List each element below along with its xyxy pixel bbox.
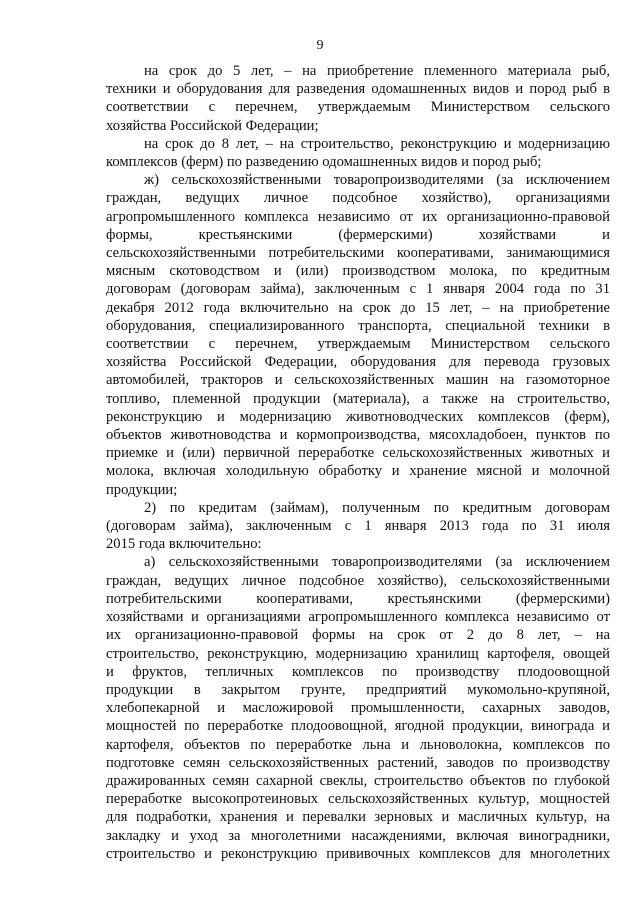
- text-line: для подработки, хранения и перевалки зерновых и масличных культур, на: [106, 809, 610, 826]
- text-line: мощностей по переработке плодоовощной, ягодной продукции, винограда и: [106, 718, 610, 735]
- text-line: их организационно-правовой формы на срок от 2 до 8 лет, – на: [106, 627, 610, 644]
- text-line: и фруктов, тепличных комплексов по производству плодоовощной: [106, 663, 610, 680]
- paragraph-item-2: [106, 499, 610, 554]
- text-line: формы, крестьянскими (фермерскими) хозяйствами и: [106, 226, 610, 243]
- text-line: потребительскими кооперативами, крестьянскими (фермерскими): [106, 590, 610, 607]
- text-line: молока, включая холодильную обработку и хранение мясной и молочной: [106, 463, 610, 480]
- text-line: подготовке семян сельскохозяйственных растений, заводов по производству: [106, 754, 610, 771]
- paragraph-fish-8-years: [106, 135, 610, 171]
- document-body: [106, 62, 610, 863]
- text-line: строительство и реконструкцию прививочных комплексов для многолетних: [106, 845, 610, 862]
- text-line: хозяйства Российской Федерации, оборудования для перевода грузовых: [106, 354, 610, 371]
- paragraph-item-a: [106, 553, 610, 862]
- text-line: переработке высокопротеиновых сельскохозяйственных культур, мощностей: [106, 791, 610, 808]
- text-line: 2015 года включительно:: [106, 536, 262, 553]
- text-line: агропромышленного комплекса независимо от их организационно-правовой: [106, 208, 610, 225]
- text-line: а) сельскохозяйственными товаропроизводителями (за исключением: [144, 554, 610, 571]
- text-line: на срок до 5 лет, – на приобретение племенного материала рыб,: [144, 63, 610, 79]
- text-line: соответствии с перечнем, утверждаемым Министерством сельского: [106, 336, 610, 353]
- text-line: закладку и уход за многолетними насаждениями, включая виноградники,: [106, 827, 610, 844]
- text-line: граждан, ведущих личное подсобное хозяйство), сельскохозяйственными: [106, 572, 610, 589]
- text-line: приемке и (или) первичной переработке сельскохозяйственных животных и: [106, 445, 610, 462]
- text-line: строительство, реконструкцию, модернизацию хранилищ картофеля, овощей: [106, 645, 610, 662]
- text-line: договорам (договорам займа), заключенным с 1 января 2004 года по 31: [106, 281, 610, 298]
- text-line: на срок до 8 лет, – на строительство, реконструкцию и модернизацию: [144, 135, 610, 152]
- text-line: декабря 2012 года включительно на срок до 15 лет, – на приобретение: [106, 299, 610, 316]
- text-line: граждан, ведущих личное подсобное хозяйство), организациями: [106, 190, 610, 207]
- text-line: хозяйства Российской Федерации;: [106, 117, 319, 134]
- paragraph-item-zh: [106, 171, 610, 499]
- text-line: дражированных семян сахарной свеклы, строительство объектов по глубокой: [106, 772, 610, 789]
- text-line: 2) по кредитам (займам), полученным по кредитным договорам: [144, 499, 610, 516]
- text-line: топливо, племенной продукции (материала), а также на строительство,: [106, 390, 610, 407]
- text-line: комплексов (ферм) по разведению одомашненных видов и пород рыб;: [106, 154, 542, 171]
- text-line: хлебопекарной и масложировой промышленности, сахарных заводов,: [106, 700, 610, 717]
- text-line: объектов животноводства и кормопроизводства, мясохладобоен, пунктов по: [106, 427, 610, 444]
- text-line: продукции в закрытом грунте, предприятий мукомольно-крупяной,: [106, 681, 610, 698]
- text-line: продукции;: [106, 481, 178, 498]
- text-line: сельскохозяйственными потребительскими кооперативами, занимающимися: [106, 245, 610, 262]
- text-line: (договорам займа), заключенным с 1 января 2013 года по 31 июля: [106, 518, 610, 535]
- text-line: ж) сельскохозяйственными товаропроизводителями (за исключением: [144, 172, 610, 189]
- page-number: 9: [316, 38, 324, 53]
- text-line: автомобилей, тракторов и сельскохозяйственных машин на газомоторное: [106, 372, 610, 389]
- paragraph-fish-5-years: [106, 62, 610, 135]
- text-line: техники и оборудования для разведения одомашненных видов и пород рыб в: [106, 81, 610, 98]
- text-line: мясным скотоводством и (или) производством молока, по кредитным: [106, 263, 610, 280]
- text-line: реконструкцию и модернизацию животноводческих комплексов (ферм),: [106, 408, 610, 425]
- text-line: оборудования, специализированного транспорта, специальной техники в: [106, 317, 610, 334]
- text-line: картофеля, объектов по переработке льна и льноволокна, комплексов по: [106, 736, 610, 753]
- text-line: хозяйствами и организациями агропромышленного комплекса независимо от: [106, 609, 610, 626]
- text-line: соответствии с перечнем, утверждаемым Министерством сельского: [106, 99, 610, 116]
